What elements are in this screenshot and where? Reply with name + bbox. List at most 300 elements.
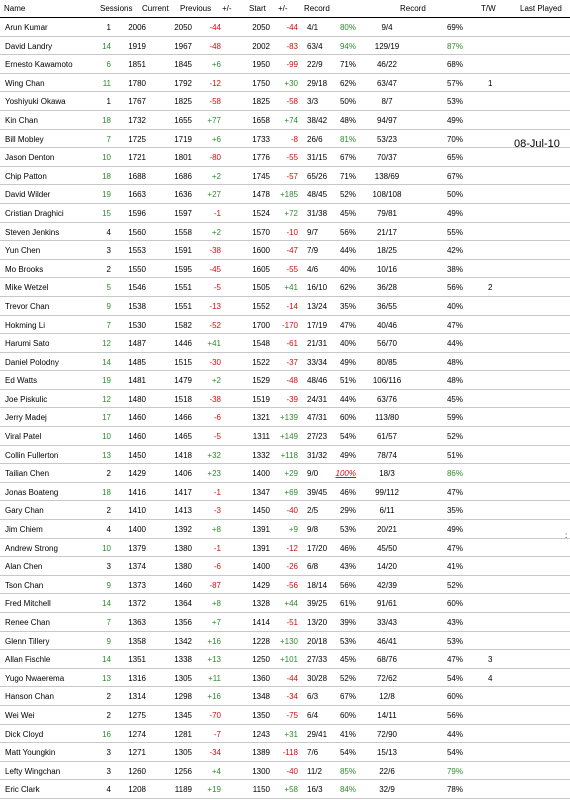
current-rating-cell: 1410 bbox=[128, 506, 146, 516]
current-rating-cell: 1429 bbox=[128, 469, 146, 479]
total-change-cell: -39 bbox=[286, 394, 298, 404]
table-row bbox=[0, 334, 570, 353]
sessions-cell: 15 bbox=[102, 208, 111, 218]
overall-record-cell: 70/37 bbox=[376, 153, 398, 163]
total-change-cell: -40 bbox=[286, 766, 298, 776]
sessions-cell: 14 bbox=[102, 599, 111, 609]
start-rating-cell: 1600 bbox=[252, 246, 270, 256]
tw-cell: 2 bbox=[488, 283, 493, 293]
overall-percent-cell: 45% bbox=[446, 394, 463, 404]
overall-record-cell: 36/55 bbox=[376, 301, 398, 311]
player-name: Yun Chen bbox=[5, 246, 41, 256]
overall-record-cell: 6/11 bbox=[379, 506, 395, 516]
win-percent-cell: 100% bbox=[335, 469, 356, 479]
total-change-cell: +118 bbox=[280, 450, 298, 460]
overall-percent-cell: 49% bbox=[446, 208, 463, 218]
previous-rating-cell: 1413 bbox=[174, 506, 192, 516]
win-percent-cell: 81% bbox=[339, 134, 356, 144]
win-percent-cell: 29% bbox=[339, 506, 356, 516]
rating-change-cell: +41 bbox=[207, 339, 221, 349]
total-change-cell: -8 bbox=[290, 134, 298, 144]
player-name: Hanson Chan bbox=[5, 692, 54, 702]
overall-percent-cell: 54% bbox=[446, 673, 463, 683]
win-percent-cell: 62% bbox=[339, 283, 356, 293]
win-percent-cell: 40% bbox=[339, 339, 356, 349]
total-change-cell: +58 bbox=[284, 785, 298, 795]
previous-rating-cell: 1418 bbox=[174, 450, 192, 460]
rating-change-cell: -44 bbox=[209, 23, 221, 32]
player-name: Harumi Sato bbox=[5, 339, 50, 349]
total-change-cell: -14 bbox=[286, 301, 298, 311]
current-rating-cell: 1460 bbox=[128, 432, 146, 442]
overall-percent-cell: 55% bbox=[446, 227, 463, 237]
overall-record-cell: 68/76 bbox=[376, 655, 398, 665]
table-row bbox=[0, 446, 570, 465]
start-rating-cell: 1400 bbox=[252, 469, 270, 479]
sessions-cell: 2 bbox=[106, 506, 111, 516]
total-change-cell: +30 bbox=[284, 78, 298, 88]
win-percent-cell: 52% bbox=[339, 190, 356, 200]
table-row bbox=[0, 520, 570, 539]
current-rating-cell: 1450 bbox=[128, 450, 146, 460]
rating-change-cell: +8 bbox=[211, 599, 221, 609]
table-row bbox=[0, 650, 570, 669]
total-change-cell: +41 bbox=[284, 283, 298, 293]
overall-percent-cell: 60% bbox=[446, 599, 463, 609]
overall-record-cell: 138/69 bbox=[374, 171, 400, 181]
start-rating-cell: 1250 bbox=[252, 655, 270, 665]
current-rating-cell: 1481 bbox=[128, 376, 146, 386]
previous-rating-cell: 1305 bbox=[174, 673, 192, 683]
header-previous: Previous bbox=[180, 4, 212, 13]
header-diff1: +/- bbox=[222, 4, 232, 13]
rating-change-cell: -58 bbox=[209, 97, 221, 107]
sessions-cell: 4 bbox=[106, 525, 111, 535]
win-percent-cell: 56% bbox=[339, 227, 356, 237]
overall-record-cell: 33/43 bbox=[376, 618, 398, 627]
current-rating-cell: 1919 bbox=[128, 41, 146, 51]
current-rating-cell: 1275 bbox=[128, 710, 146, 720]
overall-record-cell: 8/7 bbox=[381, 97, 393, 107]
record-cell: 9/0 bbox=[307, 469, 319, 479]
overall-record-cell: 18/3 bbox=[379, 469, 395, 479]
total-change-cell: -40 bbox=[286, 506, 298, 516]
current-rating-cell: 1271 bbox=[128, 748, 146, 758]
current-rating-cell: 1553 bbox=[128, 246, 146, 256]
current-rating-cell: 1363 bbox=[128, 618, 146, 627]
rating-change-cell: +7 bbox=[211, 618, 221, 627]
table-row bbox=[0, 148, 570, 167]
rating-change-cell: -1 bbox=[213, 487, 221, 497]
rating-change-cell: -5 bbox=[213, 432, 221, 442]
overall-percent-cell: 44% bbox=[446, 339, 463, 349]
current-rating-cell: 1480 bbox=[128, 394, 146, 404]
player-name: Andrew Strong bbox=[5, 543, 58, 553]
table-row bbox=[0, 241, 570, 260]
table-row bbox=[0, 74, 570, 93]
player-name: Mo Brooks bbox=[5, 264, 44, 274]
header-record2: Record bbox=[400, 4, 426, 13]
overall-percent-cell: 52% bbox=[446, 580, 463, 590]
current-rating-cell: 1721 bbox=[128, 153, 146, 163]
record-cell: 39/25 bbox=[307, 599, 328, 609]
record-cell: 13/20 bbox=[307, 618, 328, 627]
rating-change-cell: +6 bbox=[211, 60, 221, 70]
win-percent-cell: 50% bbox=[339, 97, 356, 107]
overall-percent-cell: 47% bbox=[446, 543, 463, 553]
previous-rating-cell: 1825 bbox=[174, 97, 192, 107]
start-rating-cell: 1570 bbox=[252, 227, 270, 237]
player-name: Fred Mitchell bbox=[5, 599, 51, 609]
overall-percent-cell: 44% bbox=[446, 729, 463, 739]
record-cell: 31/32 bbox=[307, 450, 328, 460]
table-row bbox=[0, 483, 570, 502]
player-name: Matt Youngkin bbox=[5, 748, 56, 758]
previous-rating-cell: 1256 bbox=[174, 766, 192, 776]
overall-record-cell: 80/85 bbox=[376, 357, 398, 367]
sessions-cell: 3 bbox=[106, 562, 111, 572]
start-rating-cell: 1150 bbox=[252, 785, 270, 795]
start-rating-cell: 1733 bbox=[252, 134, 270, 144]
current-rating-cell: 1767 bbox=[128, 97, 146, 107]
total-change-cell: +44 bbox=[284, 599, 298, 609]
total-change-cell: +29 bbox=[284, 469, 298, 479]
overall-percent-cell: 78% bbox=[446, 785, 463, 795]
overall-percent-cell: 47% bbox=[446, 655, 463, 665]
rating-change-cell: +2 bbox=[211, 171, 221, 181]
sessions-cell: 12 bbox=[102, 339, 111, 349]
sessions-cell: 7 bbox=[106, 320, 111, 330]
start-rating-cell: 1700 bbox=[252, 320, 270, 330]
overall-record-cell: 56/70 bbox=[376, 339, 398, 349]
current-rating-cell: 1851 bbox=[128, 60, 146, 70]
previous-rating-cell: 1515 bbox=[174, 357, 192, 367]
current-rating-cell: 1487 bbox=[128, 339, 146, 349]
total-change-cell: -55 bbox=[286, 153, 298, 163]
win-percent-cell: 67% bbox=[339, 692, 356, 702]
record-cell: 18/14 bbox=[307, 580, 328, 590]
overall-record-cell: 40/46 bbox=[376, 320, 398, 330]
record-cell: 6/4 bbox=[307, 710, 319, 720]
rating-change-cell: +13 bbox=[207, 655, 221, 665]
current-rating-cell: 1538 bbox=[128, 301, 146, 311]
sessions-cell: 18 bbox=[102, 171, 111, 181]
rating-change-cell: +23 bbox=[207, 469, 221, 479]
record-cell: 6/8 bbox=[307, 562, 319, 572]
current-rating-cell: 1314 bbox=[128, 692, 146, 702]
overall-record-cell: 94/97 bbox=[376, 115, 398, 125]
rating-change-cell: +77 bbox=[207, 115, 221, 125]
current-rating-cell: 1460 bbox=[128, 413, 146, 423]
current-rating-cell: 1732 bbox=[128, 115, 146, 125]
previous-rating-cell: 1479 bbox=[174, 376, 192, 386]
total-change-cell: -57 bbox=[286, 171, 298, 181]
table-row bbox=[0, 408, 570, 427]
player-name: Yugo Nwaerema bbox=[5, 673, 65, 683]
player-name: Renee Chan bbox=[5, 618, 50, 627]
current-rating-cell: 1208 bbox=[128, 785, 146, 795]
table-row bbox=[0, 185, 570, 204]
win-percent-cell: 94% bbox=[339, 41, 356, 51]
table-row bbox=[0, 501, 570, 520]
sessions-cell: 16 bbox=[102, 729, 111, 739]
rating-change-cell: -38 bbox=[209, 394, 221, 404]
table-row bbox=[0, 37, 570, 56]
overall-record-cell: 63/47 bbox=[376, 78, 398, 88]
record-cell: 17/19 bbox=[307, 320, 328, 330]
rating-change-cell: -45 bbox=[209, 264, 221, 274]
rating-change-cell: +16 bbox=[207, 692, 221, 702]
table-row bbox=[0, 390, 570, 409]
total-change-cell: +74 bbox=[284, 115, 298, 125]
table-row bbox=[0, 557, 570, 576]
start-rating-cell: 2050 bbox=[252, 23, 270, 32]
header-current: Current bbox=[142, 4, 169, 13]
start-rating-cell: 1243 bbox=[252, 729, 270, 739]
last-played-date: 08-Jul-10 bbox=[514, 138, 560, 150]
total-change-cell: +101 bbox=[279, 655, 298, 665]
rating-change-cell: -12 bbox=[209, 78, 221, 88]
start-rating-cell: 1658 bbox=[252, 115, 270, 125]
win-percent-cell: 71% bbox=[339, 171, 356, 181]
player-name: Viral Patel bbox=[5, 432, 42, 442]
previous-rating-cell: 1298 bbox=[174, 692, 192, 702]
sessions-cell: 3 bbox=[106, 748, 111, 758]
rating-change-cell: +27 bbox=[207, 190, 221, 200]
start-rating-cell: 1400 bbox=[252, 562, 270, 572]
overall-percent-cell: 56% bbox=[446, 283, 463, 293]
previous-rating-cell: 1281 bbox=[174, 729, 192, 739]
win-percent-cell: 53% bbox=[339, 636, 356, 646]
current-rating-cell: 1372 bbox=[128, 599, 146, 609]
player-name: Joe Piskulic bbox=[5, 394, 48, 404]
total-change-cell: +139 bbox=[279, 413, 298, 423]
rating-change-cell: +32 bbox=[207, 450, 221, 460]
table-row bbox=[0, 371, 570, 390]
player-name: Gary Chan bbox=[5, 506, 44, 516]
overall-percent-cell: 86% bbox=[446, 469, 463, 479]
overall-record-cell: 99/112 bbox=[375, 487, 399, 497]
win-percent-cell: 60% bbox=[339, 413, 356, 423]
overall-record-cell: 91/61 bbox=[376, 599, 398, 609]
record-cell: 16/10 bbox=[307, 283, 328, 293]
previous-rating-cell: 1792 bbox=[174, 78, 192, 88]
current-rating-cell: 1400 bbox=[128, 525, 146, 535]
overall-record-cell: 78/74 bbox=[376, 450, 398, 460]
record-cell: 27/23 bbox=[307, 432, 328, 442]
record-cell: 30/28 bbox=[307, 673, 328, 683]
win-percent-cell: 46% bbox=[339, 487, 356, 497]
previous-rating-cell: 1686 bbox=[174, 171, 192, 181]
overall-percent-cell: 35% bbox=[446, 506, 463, 516]
record-cell: 65/26 bbox=[307, 171, 328, 181]
start-rating-cell: 1300 bbox=[252, 766, 270, 776]
rating-change-cell: -34 bbox=[209, 748, 221, 758]
sessions-cell: 14 bbox=[102, 655, 111, 665]
total-change-cell: -56 bbox=[286, 580, 298, 590]
sessions-cell: 2 bbox=[106, 469, 111, 479]
overall-percent-cell: 54% bbox=[446, 748, 463, 758]
total-change-cell: -83 bbox=[286, 41, 298, 51]
current-rating-cell: 1316 bbox=[128, 673, 146, 683]
player-name: Dick Cloyd bbox=[5, 729, 44, 739]
overall-record-cell: 12/8 bbox=[379, 692, 395, 702]
sessions-cell: 2 bbox=[106, 692, 111, 702]
win-percent-cell: 52% bbox=[339, 673, 356, 683]
sessions-cell: 18 bbox=[102, 115, 111, 125]
overall-percent-cell: 49% bbox=[446, 115, 463, 125]
previous-rating-cell: 1342 bbox=[174, 636, 192, 646]
current-rating-cell: 1373 bbox=[128, 580, 146, 590]
previous-rating-cell: 1595 bbox=[174, 264, 192, 274]
start-rating-cell: 1825 bbox=[252, 97, 270, 107]
total-change-cell: -55 bbox=[286, 264, 298, 274]
overall-record-cell: 72/62 bbox=[376, 673, 398, 683]
sessions-cell: 14 bbox=[102, 357, 111, 367]
player-name: Ed Watts bbox=[5, 376, 38, 386]
current-rating-cell: 1351 bbox=[128, 655, 146, 665]
previous-rating-cell: 1636 bbox=[174, 190, 192, 200]
current-rating-cell: 1416 bbox=[128, 487, 146, 497]
rating-change-cell: -3 bbox=[213, 506, 221, 516]
table-row bbox=[0, 632, 570, 651]
table-row bbox=[0, 743, 570, 762]
table-row bbox=[0, 594, 570, 613]
header-start: Start bbox=[249, 4, 266, 13]
win-percent-cell: 49% bbox=[339, 357, 356, 367]
start-rating-cell: 1391 bbox=[252, 543, 270, 553]
table-row bbox=[0, 278, 570, 297]
record-cell: 4/1 bbox=[307, 23, 319, 32]
overall-percent-cell: 51% bbox=[446, 450, 463, 460]
sessions-cell: 9 bbox=[106, 580, 111, 590]
player-name: Jonas Boateng bbox=[5, 487, 59, 497]
table-header bbox=[0, 0, 570, 18]
overall-record-cell: 14/20 bbox=[376, 562, 398, 572]
total-change-cell: -26 bbox=[286, 562, 298, 572]
sessions-cell: 6 bbox=[106, 60, 111, 70]
record-cell: 29/41 bbox=[307, 729, 328, 739]
win-percent-cell: 56% bbox=[339, 580, 356, 590]
table-row bbox=[0, 687, 570, 706]
table-row bbox=[0, 706, 570, 725]
previous-rating-cell: 2050 bbox=[174, 23, 192, 32]
rating-change-cell: -6 bbox=[213, 413, 221, 423]
overall-percent-cell: 40% bbox=[446, 301, 463, 311]
table-row bbox=[0, 167, 570, 186]
record-cell: 31/15 bbox=[307, 153, 328, 163]
rating-change-cell: -52 bbox=[209, 320, 221, 330]
total-change-cell: -44 bbox=[286, 673, 298, 683]
sessions-cell: 3 bbox=[106, 766, 111, 776]
sessions-cell: 4 bbox=[106, 785, 111, 795]
player-name: Lefty Wingchan bbox=[5, 766, 61, 776]
win-percent-cell: 45% bbox=[339, 655, 356, 665]
start-rating-cell: 1505 bbox=[252, 283, 270, 293]
rating-change-cell: +11 bbox=[208, 673, 221, 683]
win-percent-cell: 48% bbox=[339, 115, 356, 125]
overall-percent-cell: 42% bbox=[446, 246, 463, 256]
player-name: Bill Mobley bbox=[5, 134, 44, 144]
table-row bbox=[0, 204, 570, 223]
win-percent-cell: 41% bbox=[339, 729, 356, 739]
record-cell: 27/33 bbox=[307, 655, 328, 665]
win-percent-cell: 61% bbox=[339, 599, 356, 609]
table-row bbox=[0, 130, 570, 149]
sessions-cell: 14 bbox=[102, 41, 111, 51]
overall-percent-cell: 60% bbox=[446, 692, 463, 702]
previous-rating-cell: 1356 bbox=[174, 618, 192, 627]
player-name: David Landry bbox=[5, 41, 53, 51]
sessions-cell: 1 bbox=[106, 97, 111, 107]
player-name: Trevor Chan bbox=[5, 301, 50, 311]
total-change-cell: -10 bbox=[286, 227, 298, 237]
total-change-cell: +31 bbox=[284, 729, 298, 739]
overall-percent-cell: 87% bbox=[446, 41, 463, 51]
player-name: Ernesto Kawamoto bbox=[5, 60, 73, 70]
player-name: Collin Fullerton bbox=[5, 450, 59, 460]
previous-rating-cell: 1364 bbox=[174, 599, 192, 609]
overall-record-cell: 53/23 bbox=[376, 134, 398, 144]
record-cell: 9/8 bbox=[307, 525, 319, 535]
table-row bbox=[0, 762, 570, 781]
previous-rating-cell: 1338 bbox=[174, 655, 192, 665]
overall-record-cell: 72/90 bbox=[376, 729, 398, 739]
previous-rating-cell: 1305 bbox=[174, 748, 192, 758]
start-rating-cell: 1548 bbox=[252, 339, 270, 349]
overall-percent-cell: 56% bbox=[446, 710, 463, 720]
current-rating-cell: 1260 bbox=[128, 766, 146, 776]
start-rating-cell: 1414 bbox=[252, 618, 270, 627]
overall-percent-cell: 50% bbox=[446, 190, 463, 200]
previous-rating-cell: 1845 bbox=[174, 60, 192, 70]
win-percent-cell: 62% bbox=[339, 78, 356, 88]
overall-record-cell: 10/16 bbox=[376, 264, 398, 274]
start-rating-cell: 1950 bbox=[252, 60, 270, 70]
sessions-cell: 10 bbox=[102, 153, 111, 163]
previous-rating-cell: 1465 bbox=[174, 432, 192, 442]
table-row bbox=[0, 92, 570, 111]
table-row bbox=[0, 260, 570, 279]
win-percent-cell: 40% bbox=[339, 264, 356, 274]
table-row bbox=[0, 316, 570, 335]
record-cell: 4/6 bbox=[307, 264, 319, 274]
sessions-cell: 19 bbox=[102, 190, 111, 200]
rating-change-cell: -48 bbox=[209, 41, 221, 51]
win-percent-cell: 71% bbox=[339, 60, 356, 70]
sessions-cell: 9 bbox=[106, 301, 111, 311]
rating-change-cell: +19 bbox=[207, 785, 221, 795]
player-name: Cristian Draghici bbox=[5, 208, 64, 218]
previous-rating-cell: 1380 bbox=[174, 562, 192, 572]
total-change-cell: -61 bbox=[286, 339, 298, 349]
table-row bbox=[0, 464, 570, 483]
overall-record-cell: 21/17 bbox=[376, 227, 398, 237]
start-rating-cell: 1478 bbox=[252, 190, 270, 200]
player-name: Tailian Chen bbox=[5, 469, 50, 479]
record-cell: 29/18 bbox=[307, 78, 328, 88]
rating-change-cell: +2 bbox=[211, 376, 221, 386]
overall-percent-cell: 47% bbox=[446, 320, 463, 330]
sessions-cell: 5 bbox=[106, 283, 111, 293]
current-rating-cell: 1550 bbox=[128, 264, 146, 274]
current-rating-cell: 1780 bbox=[128, 78, 146, 88]
total-change-cell: +130 bbox=[279, 636, 298, 646]
table-row bbox=[0, 111, 570, 130]
overall-percent-cell: 67% bbox=[446, 171, 463, 181]
rating-change-cell: -1 bbox=[213, 543, 221, 553]
win-percent-cell: 43% bbox=[339, 562, 356, 572]
